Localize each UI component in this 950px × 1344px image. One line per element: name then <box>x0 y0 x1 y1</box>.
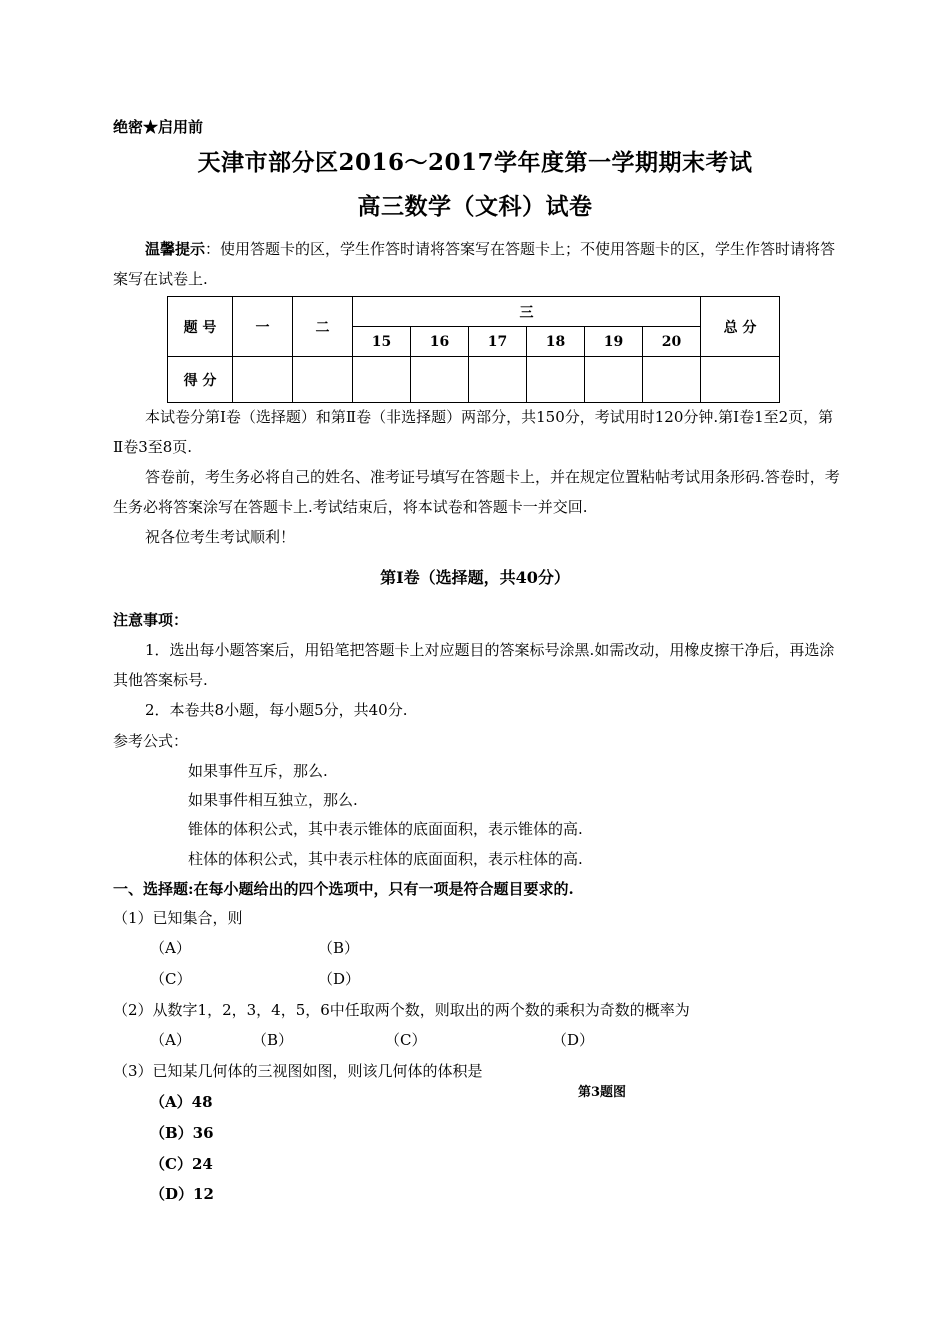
score-cell <box>411 357 469 403</box>
q3-option-d: （D）12 <box>150 1185 214 1203</box>
q1-option-b: （B） <box>318 939 360 957</box>
score-table-header-total: 总 分 <box>701 297 780 357</box>
q3-option-c: （C）24 <box>150 1155 213 1173</box>
q3-option-b: （B）36 <box>150 1124 214 1142</box>
score-table-subcol: 16 <box>411 327 469 357</box>
score-cell <box>585 357 643 403</box>
score-table-header-two: 二 <box>293 297 353 357</box>
intro-paragraph-1: 本试卷分第Ⅰ卷（选择题）和第Ⅱ卷（非选择题）两部分，共150分，考试用时120分钟.第Ⅰ卷1至2页，第Ⅱ卷3至8页. <box>113 408 834 456</box>
section1-text: :在每小题给出的四个选项中，只有一项是符合题目要求的. <box>188 880 574 898</box>
formula-2: 如果事件相互独立，那么. <box>188 791 358 809</box>
formula-1: 如果事件互斥，那么. <box>188 762 328 780</box>
notes-item-2: 2．本卷共8小题，每小题5分，共40分. <box>145 701 408 719</box>
q2-option-a: （A） <box>150 1031 191 1049</box>
score-table-header-tihao: 题 号 <box>168 297 233 357</box>
notice-paragraph <box>113 234 843 294</box>
section1-label: 一、选择题 <box>113 880 189 898</box>
volume1-title: 第Ⅰ卷（选择题，共40分） <box>380 568 570 587</box>
formula-3: 锥体的体积公式，其中表示锥体的底面面积，表示锥体的高. <box>188 820 583 838</box>
score-table-header-one: 一 <box>233 297 293 357</box>
exam-title: 天津市部分区2016～2017学年度第一学期期末考试 <box>197 149 753 176</box>
notes-item-1: 1．选出每小题答案后，用铅笔把答题卡上对应题目的答案标号涂黑.如需改动，用橡皮擦干净后，再选涂其他答案标号. <box>113 641 835 689</box>
q2-option-b: （B） <box>252 1031 294 1049</box>
q1-option-d: （D） <box>318 970 361 988</box>
score-table-subcol: 18 <box>527 327 585 357</box>
q2-stem: （2）从数字1，2，3，4，5，6中任取两个数，则取出的两个数的乘积为奇数的概率为 <box>113 1001 690 1019</box>
score-cell <box>527 357 585 403</box>
notes-heading: 注意事项： <box>113 611 189 629</box>
q3-figure-caption: 第3题图 <box>578 1085 627 1100</box>
q1-stem: （1）已知集合，则 <box>113 909 243 927</box>
intro-paragraph-3: 祝各位考生考试顺利！ <box>145 528 296 546</box>
q3-option-a: （A）48 <box>150 1093 213 1111</box>
score-table-subcol: 20 <box>643 327 701 357</box>
score-cell <box>701 357 780 403</box>
exam-subtitle: 高三数学（文科）试卷 <box>357 193 593 220</box>
score-cell <box>643 357 701 403</box>
q1-option-a: （A） <box>150 939 191 957</box>
section1-heading <box>113 874 574 904</box>
formulas-heading: 参考公式： <box>113 732 189 750</box>
score-cell <box>233 357 293 403</box>
notice-text: ：使用答题卡的区，学生作答时请将答案写在答题卡上；不使用答题卡的区，学生作答时请将答案写在试卷上. <box>113 240 836 288</box>
score-cell <box>469 357 527 403</box>
score-cell <box>293 357 353 403</box>
score-table <box>167 296 780 403</box>
q1-option-c: （C） <box>150 970 192 988</box>
notice-label: 温馨提示 <box>145 240 206 258</box>
q3-stem: （3）已知某几何体的三视图如图，则该几何体的体积是 <box>113 1062 483 1080</box>
secret-mark: 绝密★启用前 <box>113 118 204 136</box>
score-table-row-label: 得 分 <box>168 357 233 403</box>
score-table-subcol: 15 <box>353 327 411 357</box>
formula-4: 柱体的体积公式，其中表示柱体的底面面积，表示柱体的高. <box>188 850 583 868</box>
score-table-subcol: 19 <box>585 327 643 357</box>
score-table-header-three: 三 <box>353 297 701 327</box>
q2-option-c: （C） <box>385 1031 427 1049</box>
score-cell <box>353 357 411 403</box>
intro-paragraph-2: 答卷前，考生务必将自己的姓名、准考证号填写在答题卡上，并在规定位置粘帖考试用条形码.答卷时，考生务必将答案涂写在答题卡上.考试结束后，将本试卷和答题卡一并交回. <box>113 468 840 516</box>
score-table-subcol: 17 <box>469 327 527 357</box>
q2-option-d: （D） <box>552 1031 595 1049</box>
